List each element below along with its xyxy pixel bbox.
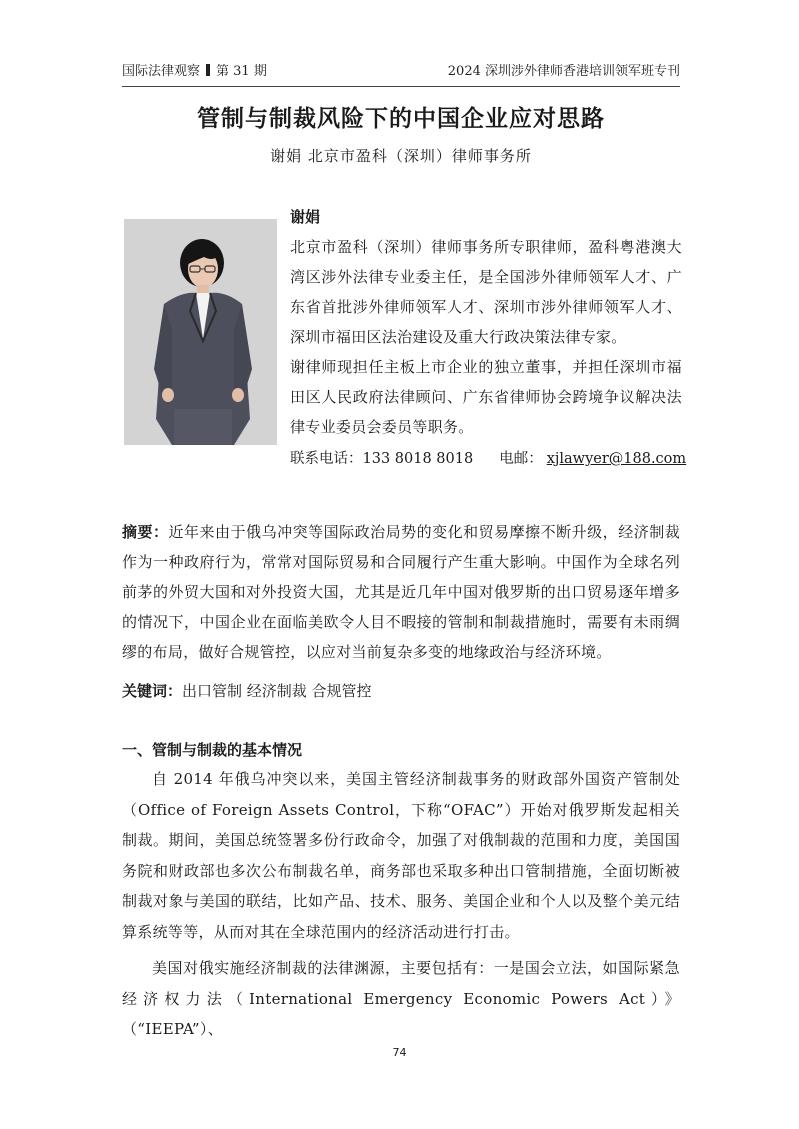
abstract-text: 近年来由于俄乌冲突等国际政治局势的变化和贸易摩擦不断升级，经济制裁作为一种政府行为，常常对国际贸易和合同履行产生重大影响。中国作为全球名列前茅的外贸大国和对外投资大国，尤其是近几年中国对俄罗斯的出口贸易逐年增多的情况下，中国企业在面临美欧令人目不暇接的管制和制裁措施时，需要有未雨绸缪的布局，做好合规管控，以应对当前复杂多变的地缘政治与经济环境。 xyxy=(122,523,681,661)
contact-phone: 联系电话：133 8018 8018 xyxy=(290,451,474,467)
article-title: 管制与制裁风险下的中国企业应对思路 xyxy=(197,105,605,132)
running-header xyxy=(122,62,680,82)
section-body xyxy=(122,764,680,1045)
abstract xyxy=(122,517,680,667)
bio-name: 谢娟 xyxy=(290,208,321,226)
abstract-label: 摘要： xyxy=(122,523,169,541)
contact-line xyxy=(290,444,687,474)
author-bio xyxy=(290,204,687,474)
header-left xyxy=(122,62,267,82)
bio-text xyxy=(290,232,682,442)
separator-bar xyxy=(206,64,210,76)
keywords xyxy=(122,676,680,706)
bio-paragraph-2: 谢律师现担任主板上市企业的独立董事，并担任深圳市福田区人民政府法律顾问、广东省律师协会跨境争议解决法律专业委员会委员等职务。 xyxy=(290,358,682,436)
body-paragraph-2: 美国对俄实施经济制裁的法律渊源，主要包括有：一是国会立法，如国际紧急经济权力法（International Emergency Economic Powers Act）》（“IEEPA”）、 xyxy=(122,959,680,1038)
issue-number: 第 31 期 xyxy=(216,64,267,79)
author-photo xyxy=(124,219,277,445)
contact-email-label: 电邮： xyxy=(499,451,543,467)
author-byline: 谢娟 北京市盈科（深圳）律师事务所 xyxy=(270,147,532,165)
special-issue-title: 2024 深圳涉外律师香港培训领军班专刊 xyxy=(447,64,680,79)
page-number: 74 xyxy=(392,1046,407,1059)
contact-email-link[interactable]: xjlawyer@188.com xyxy=(546,451,687,467)
body-paragraph-1: 自 2014 年俄乌冲突以来，美国主管经济制裁事务的财政部外国资产管制处（Office of Foreign Assets Control，下称“OFAC”）开始对俄罗斯发起相关制裁。期间，美国总统签署多份行政命令，加强了对俄制裁的范围和力度，美国国务院和财政部也多次公布制裁名单，商务部也采取多种出口管制措施，全面切断被制裁对象与美国的联结，比如产品、技术、服务、美国企业和个人以及整个美元结算系统等等，从而对其在全球范围内的经济活动进行打击。 xyxy=(122,770,680,941)
keywords-label: 关键词： xyxy=(122,682,183,700)
header-rule xyxy=(122,86,680,87)
bio-paragraph-1: 北京市盈科（深圳）律师事务所专职律师，盈科粤港澳大湾区涉外法律专业委主任，是全国涉外律师领军人才、广东省首批涉外律师领军人才、深圳市涉外律师领军人才、深圳市福田区法治建设及重大行政决策法律专家。 xyxy=(290,238,682,346)
keywords-text: 出口管制 经济制裁 合规管控 xyxy=(182,682,372,700)
journal-name: 国际法律观察 xyxy=(122,64,201,79)
section-heading: 一、管制与制裁的基本情况 xyxy=(122,741,303,759)
